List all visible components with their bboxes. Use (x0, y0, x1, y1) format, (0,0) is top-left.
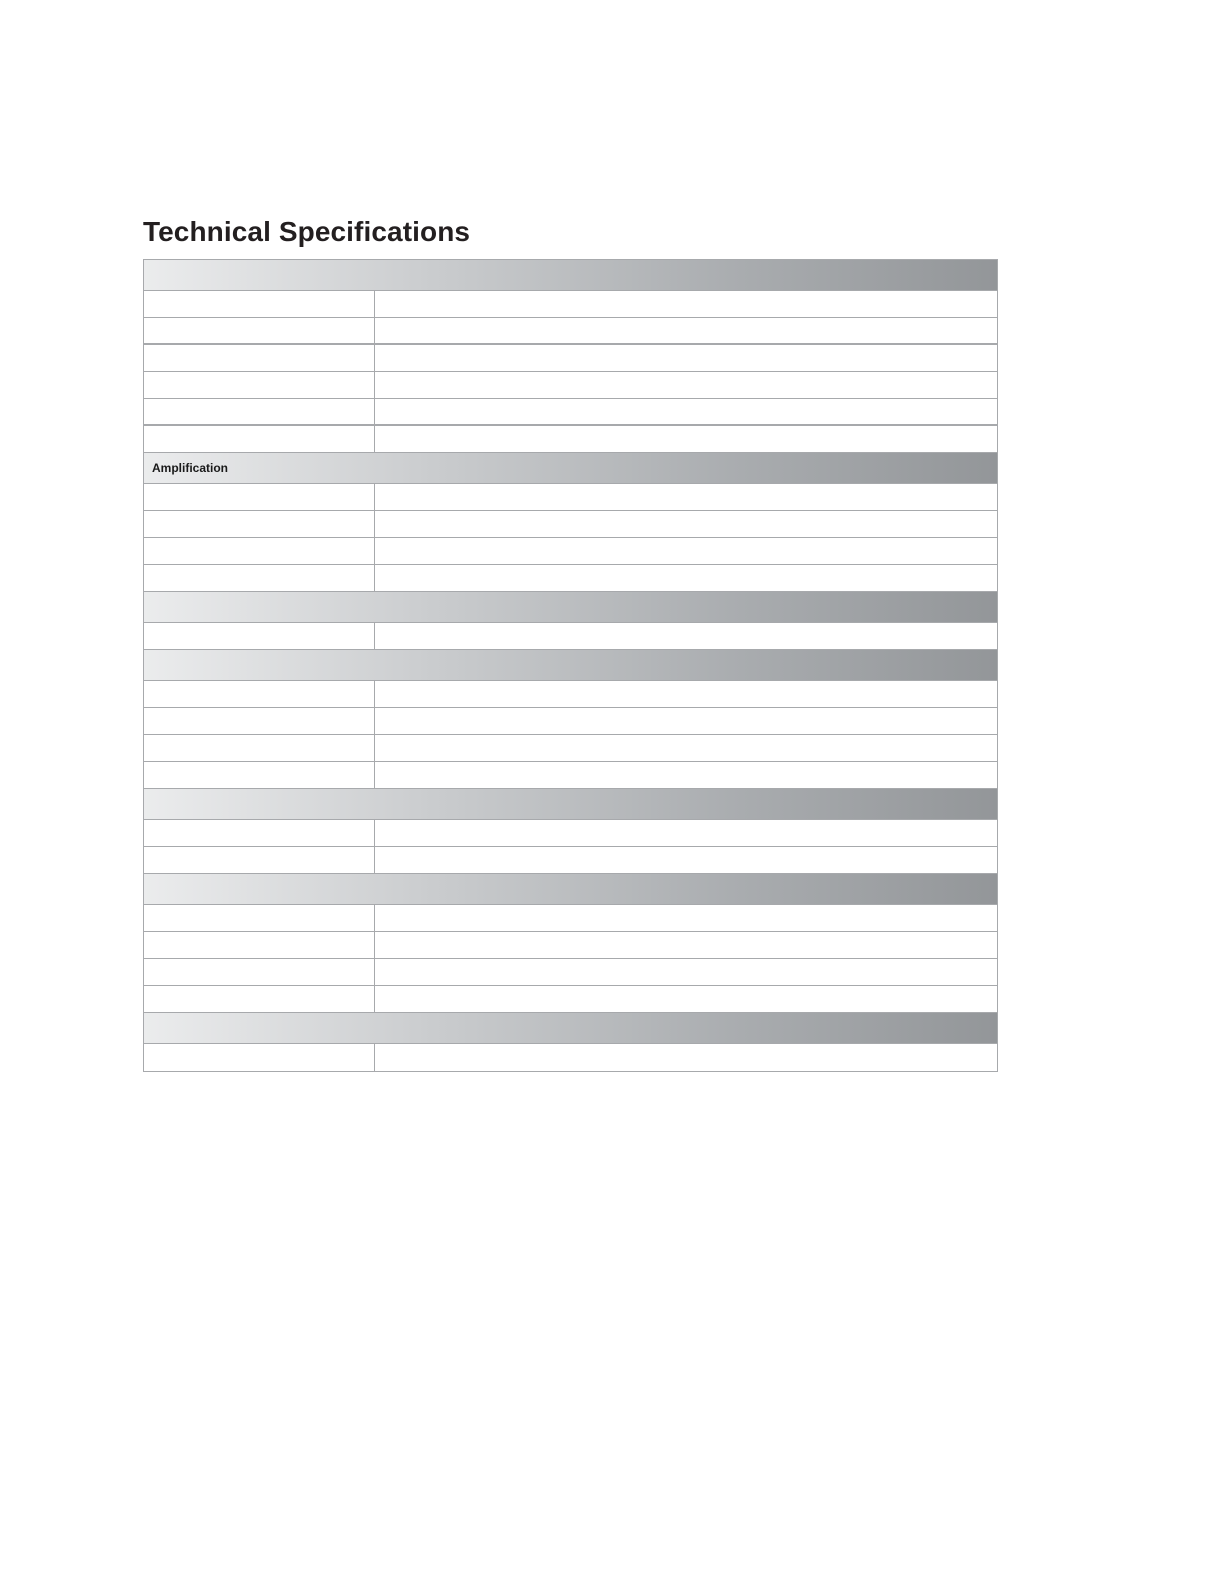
spec-label (144, 426, 375, 452)
spec-value (375, 847, 997, 873)
spec-value (375, 708, 997, 734)
spec-label (144, 511, 375, 537)
table-row (144, 762, 997, 789)
spec-value (375, 538, 997, 564)
table-row (144, 708, 997, 735)
spec-label (144, 565, 375, 591)
table-row (144, 986, 997, 1013)
table-row (144, 847, 997, 874)
spec-value (375, 372, 997, 398)
spec-label (144, 820, 375, 846)
spec-label (144, 538, 375, 564)
table-row (144, 623, 997, 650)
table-row (144, 372, 997, 399)
table-row (144, 318, 997, 345)
spec-label (144, 932, 375, 958)
spec-label (144, 681, 375, 707)
table-row (144, 399, 997, 426)
spec-label (144, 399, 375, 424)
table-row (144, 959, 997, 986)
spec-value (375, 318, 997, 343)
spec-label (144, 708, 375, 734)
section-header (144, 789, 997, 820)
section-header (144, 260, 997, 291)
table-row (144, 511, 997, 538)
spec-value (375, 565, 997, 591)
spec-value (375, 735, 997, 761)
spec-label (144, 623, 375, 649)
spec-label (144, 762, 375, 788)
spec-value (375, 681, 997, 707)
spec-value (375, 399, 997, 424)
spec-value (375, 932, 997, 958)
section-header-amplification: Amplification (144, 453, 997, 484)
spec-value (375, 484, 997, 510)
spec-value (375, 905, 997, 931)
spec-label (144, 905, 375, 931)
section-header (144, 1013, 997, 1044)
spec-value (375, 820, 997, 846)
table-row (144, 345, 997, 372)
section-header (144, 874, 997, 905)
spec-label (144, 318, 375, 343)
spec-label (144, 986, 375, 1012)
spec-value (375, 959, 997, 985)
table-row (144, 1044, 997, 1071)
spec-value (375, 1044, 997, 1071)
spec-label (144, 372, 375, 398)
spec-value (375, 345, 997, 371)
spec-label (144, 1044, 375, 1071)
spec-label (144, 484, 375, 510)
section-header (144, 650, 997, 681)
spec-value (375, 426, 997, 452)
spec-value (375, 623, 997, 649)
spec-value (375, 291, 997, 317)
spec-label (144, 847, 375, 873)
table-row (144, 735, 997, 762)
spec-label (144, 959, 375, 985)
table-row (144, 820, 997, 847)
table-row (144, 681, 997, 708)
spec-label (144, 345, 375, 371)
table-row (144, 565, 997, 592)
table-row (144, 538, 997, 565)
table-row (144, 905, 997, 932)
table-row (144, 426, 997, 453)
spec-value (375, 986, 997, 1012)
page-title: Technical Specifications (143, 216, 471, 247)
table-row (144, 484, 997, 511)
table-row (144, 932, 997, 959)
spec-label (144, 291, 375, 317)
spec-label (144, 735, 375, 761)
table-row (144, 291, 997, 318)
spec-value (375, 511, 997, 537)
section-header (144, 592, 997, 623)
spec-value (375, 762, 997, 788)
spec-table (143, 259, 998, 1072)
